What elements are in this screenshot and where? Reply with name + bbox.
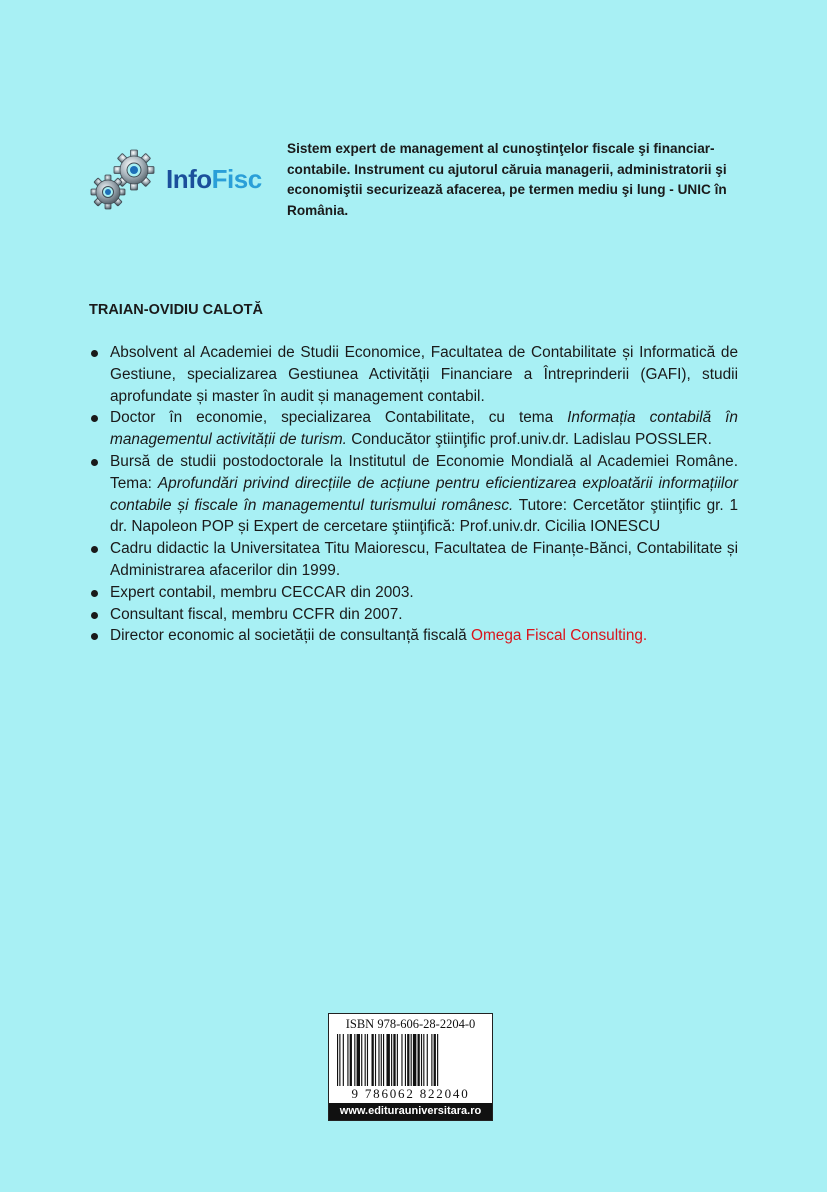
barcode-bar bbox=[383, 1034, 384, 1086]
author-name: TRAIAN-OVIDIU CALOTĂ bbox=[89, 302, 263, 318]
bio-item-ccfr bbox=[88, 604, 738, 626]
bio-item-education bbox=[88, 342, 738, 407]
barcode-bar bbox=[413, 1034, 416, 1086]
bio-item-text: Conducător ştiinţific prof.univ.dr. Ladislau POSSLER. bbox=[346, 431, 712, 449]
barcode-bar bbox=[361, 1034, 362, 1086]
bio-item-text: Director economic al societății de consultanță fiscală bbox=[110, 627, 471, 645]
barcode-bar bbox=[405, 1034, 406, 1086]
bio-item-text: Cadru didactic la Universitatea Titu Maiorescu, Facultatea de Finanțe-Bănci, Contabilitate și Administrarea afacerilor din 1999. bbox=[110, 540, 738, 579]
barcode-bar bbox=[357, 1034, 360, 1086]
barcode-bar bbox=[372, 1034, 374, 1086]
barcode-bar bbox=[347, 1034, 348, 1086]
gears-icon bbox=[86, 146, 166, 216]
barcode-bar bbox=[337, 1034, 338, 1086]
barcode-bar bbox=[391, 1034, 392, 1086]
isbn-number: ISBN 978-606-28-2204-0 bbox=[345, 1017, 476, 1031]
barcode-bar bbox=[431, 1034, 432, 1086]
barcode-bar bbox=[407, 1034, 409, 1086]
logo-word-fisc: Fisc bbox=[211, 164, 262, 194]
bio-item-text: Consultant fiscal, membru CCFR din 2007. bbox=[110, 605, 403, 623]
bio-item-text: Tutore: Cercetător ştiinţific gr. 1 dr. Napoleon POP și Expert de cercetare ştiinţifică: Prof.univ.dr. Cicilia IONESCU bbox=[110, 496, 739, 536]
bio-item-doctorate bbox=[88, 407, 738, 451]
tagline: Sistem expert de management al cunoştinţelor fiscale şi financiar-contabile. Instrument cu ajutorul căruia managerii, administratorii şi economiştii securizează afacerea, pe termen mediu şi lung - UNIC în România. bbox=[287, 141, 727, 218]
bio-item-teaching bbox=[88, 538, 738, 582]
barcode-bar bbox=[375, 1034, 376, 1086]
barcode-bar bbox=[434, 1034, 436, 1086]
infofisc-logo bbox=[86, 146, 276, 216]
bio-item-text: Expert contabil, membru CECCAR din 2003. bbox=[110, 583, 414, 601]
barcode-bars bbox=[335, 1034, 487, 1086]
bio-item-director bbox=[88, 625, 738, 647]
bio-item-ceccar bbox=[88, 582, 738, 604]
barcode-bar bbox=[365, 1034, 366, 1086]
barcode-bar bbox=[437, 1034, 438, 1086]
bio-item-postdoc bbox=[88, 451, 738, 538]
bio-list bbox=[88, 342, 738, 647]
barcode-bar bbox=[423, 1034, 424, 1086]
barcode-digits: 9 786062 822040 bbox=[351, 1086, 470, 1101]
postdoc-theme: Aprofundări privind direcțiile de acțiune pentru eficientizarea exploatării informațiilor contabile și fiscale în managementul turismului românesc. bbox=[110, 474, 739, 514]
bio-item-text: Absolvent al Academiei de Studii Economice, Facultatea de Contabilitate și Informatică de Gestiune, specializarea Gestiunea Activității Financiare a Întreprinderii (GAFI), studii aprofundate și master în audit și management contabil. bbox=[110, 344, 738, 405]
barcode-bar bbox=[427, 1034, 428, 1086]
logo-word-info: Info bbox=[166, 164, 212, 194]
isbn-barcode bbox=[328, 1013, 493, 1121]
barcode-bar bbox=[350, 1034, 352, 1086]
bio-item-text: Bursă de studii postodoctorale la Institutul de Economie Mondială al Academiei Române. Tema: bbox=[110, 452, 738, 492]
publisher-url: www.editurauniversitara.ro bbox=[329, 1103, 492, 1120]
barcode-bar bbox=[393, 1034, 395, 1086]
bio-item-text: Doctor în economie, specializarea Contabilitate, cu tema bbox=[110, 409, 568, 427]
barcode-bar bbox=[418, 1034, 420, 1086]
barcode-bar bbox=[381, 1034, 382, 1086]
barcode-bar bbox=[339, 1034, 340, 1086]
barcode-bar bbox=[367, 1034, 368, 1086]
barcode-bar bbox=[421, 1034, 422, 1086]
barcode-bar bbox=[386, 1034, 389, 1086]
logo-wordmark bbox=[166, 164, 262, 195]
barcode-bar bbox=[343, 1034, 344, 1086]
barcode-bar bbox=[401, 1034, 402, 1086]
company-name: Omega Fiscal Consulting. bbox=[471, 627, 648, 645]
barcode-bar bbox=[397, 1034, 398, 1086]
barcode-bar bbox=[378, 1034, 379, 1086]
barcode-bar bbox=[411, 1034, 412, 1086]
barcode-bar bbox=[354, 1034, 355, 1086]
thesis-title: Informația contabilă în managementul activității de turism. bbox=[110, 409, 738, 449]
